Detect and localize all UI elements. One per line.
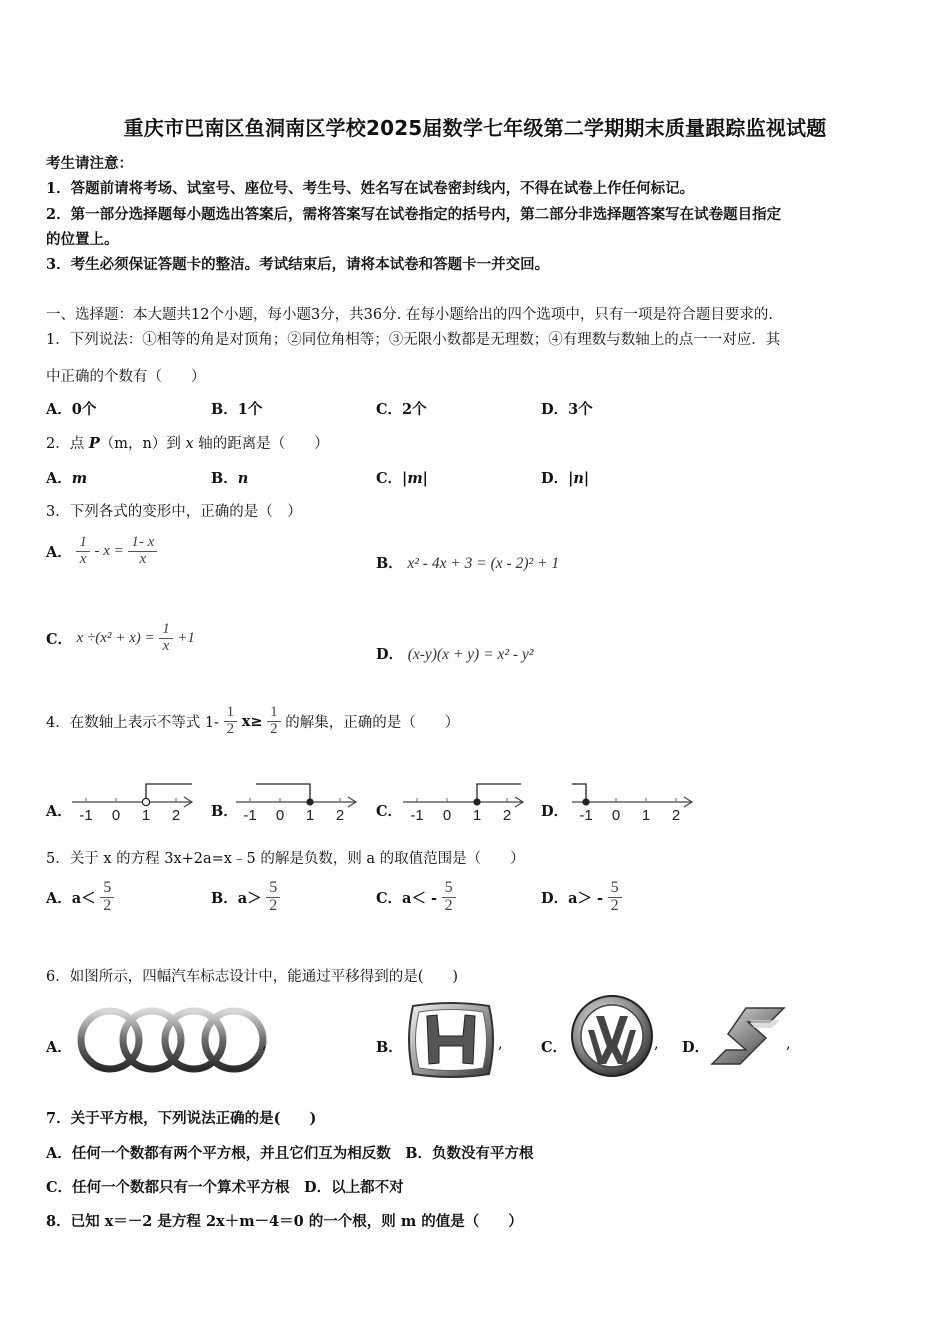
svg-text:1: 1	[472, 807, 482, 824]
q2-x: x	[185, 436, 194, 452]
q4-number-line-d	[570, 780, 700, 825]
svg-text:-1: -1	[579, 807, 593, 824]
q4-label-a: A．	[46, 803, 72, 820]
q1-option-b: B．1个	[211, 401, 263, 418]
q5-option-b: B．a＞ $\frac{5}{2}$	[211, 880, 280, 915]
svg-text:-1: -1	[410, 807, 424, 824]
q4-number-line-a	[70, 780, 200, 825]
q7-options-cd: C．任何一个数都只有一个算术平方根 D．以上都不对	[46, 1179, 404, 1196]
q4-number-line-b	[234, 780, 364, 825]
q3-option-c: C． x ÷(x² + x) = $\frac{1}{x}$ +1	[46, 621, 195, 654]
svg-text:-1: -1	[243, 807, 257, 824]
q7-options-ab: A．任何一个数都有两个平方根，并且它们互为相反数 B．负数没有平方根	[46, 1145, 534, 1162]
q2-option-a: A．m	[46, 470, 88, 487]
q2-option-b: B．n	[211, 470, 249, 487]
q1-option-a: A．0个	[46, 401, 97, 418]
notice-item-2-cont: 的位置上。	[46, 231, 119, 248]
q1-stem-line2: 中正确的个数有（ ）	[46, 369, 206, 385]
q4-fraction-1: $\frac{1}{2}$	[224, 705, 238, 738]
svg-text:2: 2	[171, 807, 181, 824]
q3-option-a: A． $\frac{1}{x}$ - x = $\frac{1- x}{x}$	[46, 535, 157, 568]
q6-sep-b: ,	[498, 1036, 503, 1052]
notice-item-2: 2．第一部分选择题每小题选出答案后，需将答案写在试卷指定的括号内，第二部分非选择题答案写在试卷题目指定	[46, 206, 782, 223]
q2-stem-mid: （m，n）到	[99, 436, 186, 452]
suzuki-s-icon	[710, 1006, 786, 1076]
q4-label-b: B．	[211, 803, 238, 820]
svg-text:-1: -1	[79, 807, 93, 824]
svg-text:1: 1	[141, 807, 151, 824]
q2-stem-pre: 2．点	[46, 436, 89, 452]
q1-option-d: D．3个	[541, 401, 593, 418]
q5-option-d: D．a＞ - $\frac{5}{2}$	[541, 880, 622, 915]
svg-text:0: 0	[442, 807, 452, 824]
q4-stem	[46, 705, 459, 738]
q6-sep-a: ,	[262, 1036, 267, 1052]
svg-text:2: 2	[335, 807, 345, 824]
svg-text:2: 2	[671, 807, 681, 824]
q6-sep-d: ,	[786, 1036, 791, 1052]
svg-text:0: 0	[111, 807, 121, 824]
q6-stem: 6．如图所示，四幅汽车标志设计中，能通过平移得到的是( )	[46, 969, 459, 985]
q4-number-line-c	[401, 780, 531, 825]
q2-option-d: D．|n|	[541, 470, 590, 487]
q4-fraction-2: $\frac{1}{2}$	[267, 705, 281, 738]
svg-text:0: 0	[275, 807, 285, 824]
svg-text:0: 0	[611, 807, 621, 824]
q5-option-a: A．a＜ $\frac{5}{2}$	[46, 880, 114, 915]
q2-point-p: P	[88, 435, 100, 452]
q3-option-d: D． (x-y)(x + y) = x² - y²	[376, 646, 534, 663]
q4-label-c: C．	[376, 803, 403, 820]
q2-option-c: C．|m|	[376, 470, 428, 487]
q6-label-a: A．	[46, 1039, 72, 1056]
q7-stem: 7．关于平方根，下列说法正确的是( )	[46, 1110, 317, 1127]
svg-text:2: 2	[502, 807, 512, 824]
q6-sep-c: ,	[654, 1036, 659, 1052]
q2-stem	[46, 432, 329, 453]
notice-item-3: 3．考生必须保证答题卡的整洁。考试结束后，请将本试卷和答题卡一并交回。	[46, 256, 550, 273]
q5-option-c: C．a＜ - $\frac{5}{2}$	[376, 880, 456, 915]
page-title: 重庆市巴南区鱼洞南区学校2025届数学七年级第二学期期末质量跟踪监视试题	[123, 116, 827, 140]
q8-stem: 8．已知 x＝－2 是方程 2x＋m－4＝0 的一个根，则 m 的值是（ ）	[46, 1213, 523, 1230]
q2-stem-post: 轴的距离是（ ）	[193, 436, 329, 452]
q4-stem-post: 的解集，正确的是（ ）	[285, 714, 460, 731]
notice-heading: 考生请注意：	[46, 155, 133, 172]
q3-stem: 3．下列各式的变形中，正确的是（ ）	[46, 504, 302, 520]
q1-option-c: C．2个	[376, 401, 427, 418]
q4-stem-mid: x≥	[241, 712, 263, 730]
q4-stem-pre: 4．在数轴上表示不等式 1-	[46, 714, 219, 731]
section-heading: 一、选择题：本大题共12个小题，每小题3分，共36分. 在每小题给出的四个选项中，只有一项是符合题目要求的.	[46, 307, 773, 323]
svg-text:1: 1	[305, 807, 315, 824]
audi-rings-icon	[74, 1006, 268, 1074]
notice-item-1: 1．答题前请将考场、试室号、座位号、考生号、姓名写在试卷密封线内，不得在试卷上作任何标记。	[46, 180, 695, 197]
q6-label-c: C．	[541, 1039, 568, 1056]
q1-stem-line1: 1．下列说法：①相等的角是对顶角；②同位角相等；③无限小数都是无理数；④有理数与数轴上的点一一对应．其	[46, 332, 781, 348]
q3-option-b: B． x² - 4x + 3 = (x - 2)² + 1	[376, 555, 560, 572]
vw-logo-icon	[570, 994, 654, 1078]
q5-stem: 5．关于 x 的方程 3x+2a=x﹣5 的解是负数，则 a 的取值范围是（ ）	[46, 851, 525, 867]
q4-label-d: D．	[541, 803, 569, 820]
svg-text:1: 1	[641, 807, 651, 824]
q6-label-d: D．	[682, 1039, 710, 1056]
q6-label-b: B．	[376, 1039, 403, 1056]
honda-h-icon	[403, 1000, 499, 1080]
